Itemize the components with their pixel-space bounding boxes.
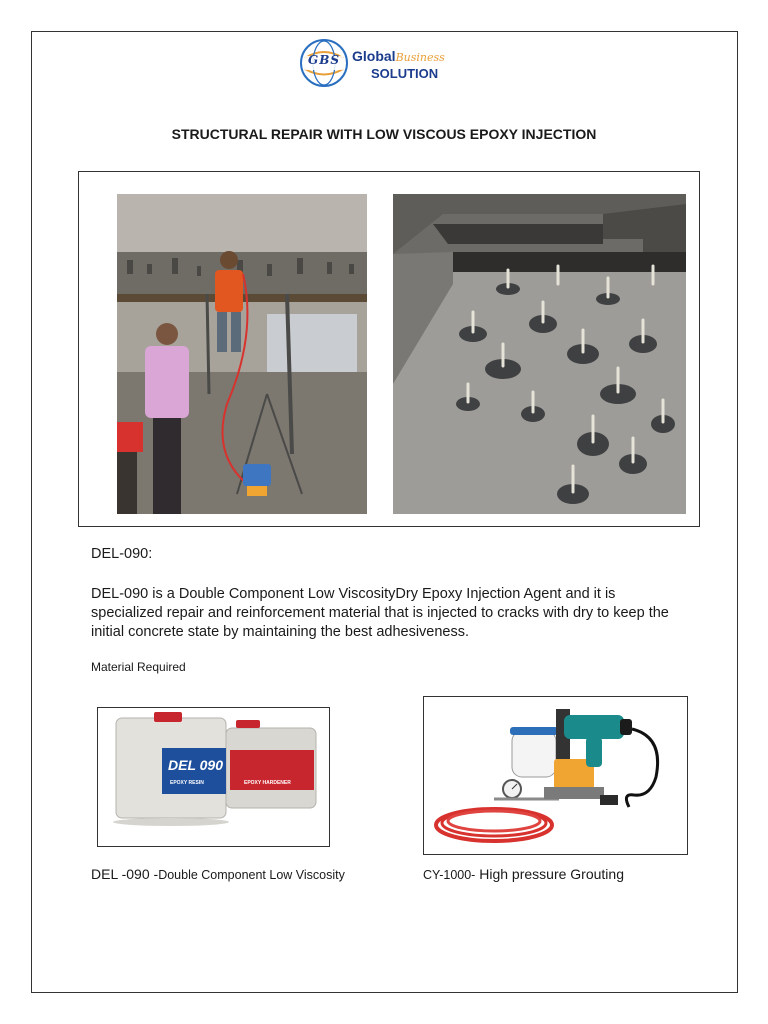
logo-initials: GBS [307,53,341,67]
can-sublabel-blue: EPOXY RESIN [170,780,204,786]
logo-word-global: Global [352,48,396,64]
can-sublabel-red: EPOXY HARDENER [244,780,291,786]
document-title: STRUCTURAL REPAIR WITH LOW VISCOUS EPOXY INJECTION [171,126,597,142]
logo-word-business: Business [395,51,445,64]
caption-epoxy-code: DEL -090 - [91,866,159,882]
caption-epoxy [91,866,345,882]
site-photo-workers [117,194,367,514]
caption-pump [423,866,624,882]
logo-word-solution: SOLUTION [371,66,439,81]
can-label-blue: DEL 090 [168,757,223,773]
photo-frame [78,171,700,527]
company-logo [299,38,459,90]
caption-epoxy-text: Double Component Low Viscosity [158,868,345,882]
product-description: DEL-090 is a Double Component Low ViscosityDry Epoxy Injection Agent and it is specialized repair and reinforcement material that is injected to cracks with dry to keep the initial concrete state by maintaining the best adhesiveness. [91,586,669,640]
logo-wordmark [352,48,445,64]
grouting-pump-image [423,696,688,855]
caption-pump-text: High pressure Grouting [475,866,624,882]
materials-label: Material Required [91,660,186,674]
caption-pump-code: CY-1000- [423,868,476,882]
epoxy-cans-image [97,707,330,847]
product-heading: DEL-090: [91,546,153,562]
site-photo-injection-ports [393,194,686,514]
